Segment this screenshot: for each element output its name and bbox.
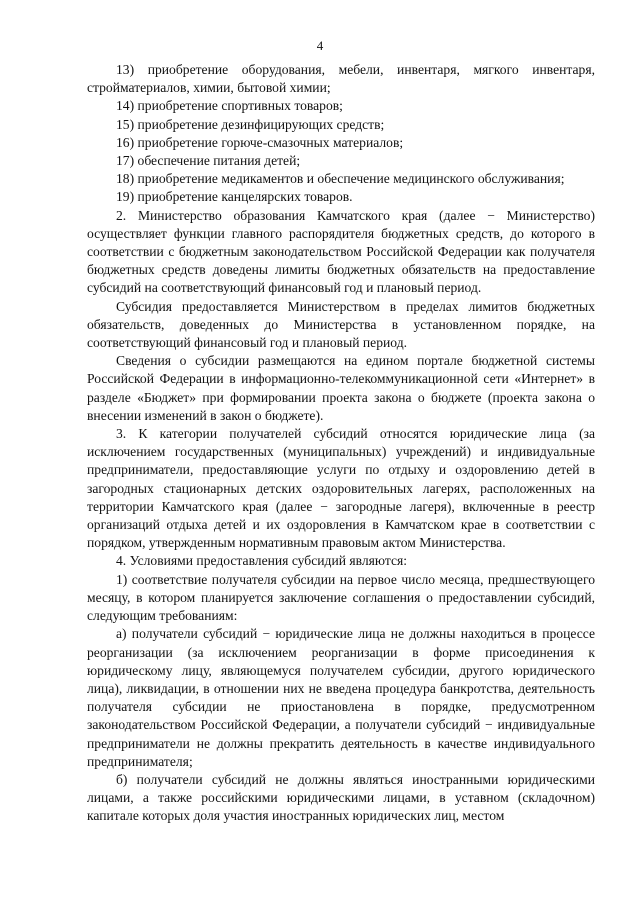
document-body xyxy=(87,61,595,826)
clause-3-paragraph: 3. К категории получателей субсидий относятся юридические лица (за исключением государственных (муниципальных) учреждений) и индивидуальные предприниматели, предоставляющие услуги по отдыху и оздоровлению детей в загородных стационарных детских оздоровительных лагерях, расположенных на территории Камчатского края (далее − загородные лагеря), включенные в реестр организаций отдыха детей и их оздоровления в Камчатском крае в соответствии с порядком, утвержденным нормативным правовым актом Министерства. xyxy=(87,426,595,551)
subsidy-limits-paragraph: Субсидия предоставляется Министерством в пределах лимитов бюджетных обязательств, доведенных до Министерства в установленном порядке, на соответствующий финансовый год и плановый период. xyxy=(87,298,595,351)
list-item-17: 17) обеспечение питания детей; xyxy=(116,153,301,169)
condition-1a-paragraph: а) получатели субсидий − юридические лица не должны находиться в процессе реорганизации (за исключением реорганизации в форме присоединения к юридическому лицу, являющемуся получателем субсидии, другого юридического лица), ликвидации, в отношении них не введена процедура банкротства, деятельность получателя субсидии не приостановлена в порядке, предусмотренном законодательством Российской Федерации, а получатели субсидий − индивидуальные предприниматели не должны прекратить деятельность в качестве индивидуального предпринимателя; xyxy=(87,626,595,769)
clause-2-paragraph: 2. Министерство образования Камчатского края (далее − Министерство) осуществляет функции главного распорядителя бюджетных средств, до которого в соответствии с бюджетным законодательством Российской Федерации как получателя бюджетных средств доведены лимиты бюджетных обязательств на предоставление субсидий на соответствующий финансовый год и плановый период. xyxy=(87,207,595,296)
list-item-16: 16) приобретение горюче-смазочных материалов; xyxy=(116,134,404,150)
condition-1b-paragraph: б) получатели субсидий не должны являться иностранными юридическими лицами, а также российскими юридическими лицами, в уставном (складочном) капитале которых доля участия иностранных юридических лиц, местом xyxy=(87,771,595,824)
list-item-14: 14) приобретение спортивных товаров; xyxy=(116,98,343,114)
list-item-15: 15) приобретение дезинфицирующих средств; xyxy=(116,116,385,132)
page-number: 4 xyxy=(316,38,324,53)
list-item-19: 19) приобретение канцелярских товаров. xyxy=(116,189,353,205)
subsidy-publication-paragraph: Сведения о субсидии размещаются на едином портале бюджетной системы Российской Федерации в информационно-телекоммуникационной сети «Интернет» в разделе «Бюджет» при формировании проекта закона о бюджете (проекта закона о внесении изменений в закон о бюджете). xyxy=(87,353,595,423)
list-item-13: 13) приобретение оборудования, мебели, инвентаря, мягкого инвентаря, стройматериалов, химии, бытовой химии; xyxy=(87,62,595,96)
condition-1-paragraph: 1) соответствие получателя субсидии на первое число месяца, предшествующего месяцу, в котором планируется заключение соглашения о предоставлении субсидий, следующим требованиям: xyxy=(87,571,595,624)
clause-4-heading: 4. Условиями предоставления субсидий являются: xyxy=(116,553,408,569)
list-item-18: 18) приобретение медикаментов и обеспечение медицинского обслуживания; xyxy=(116,171,565,187)
